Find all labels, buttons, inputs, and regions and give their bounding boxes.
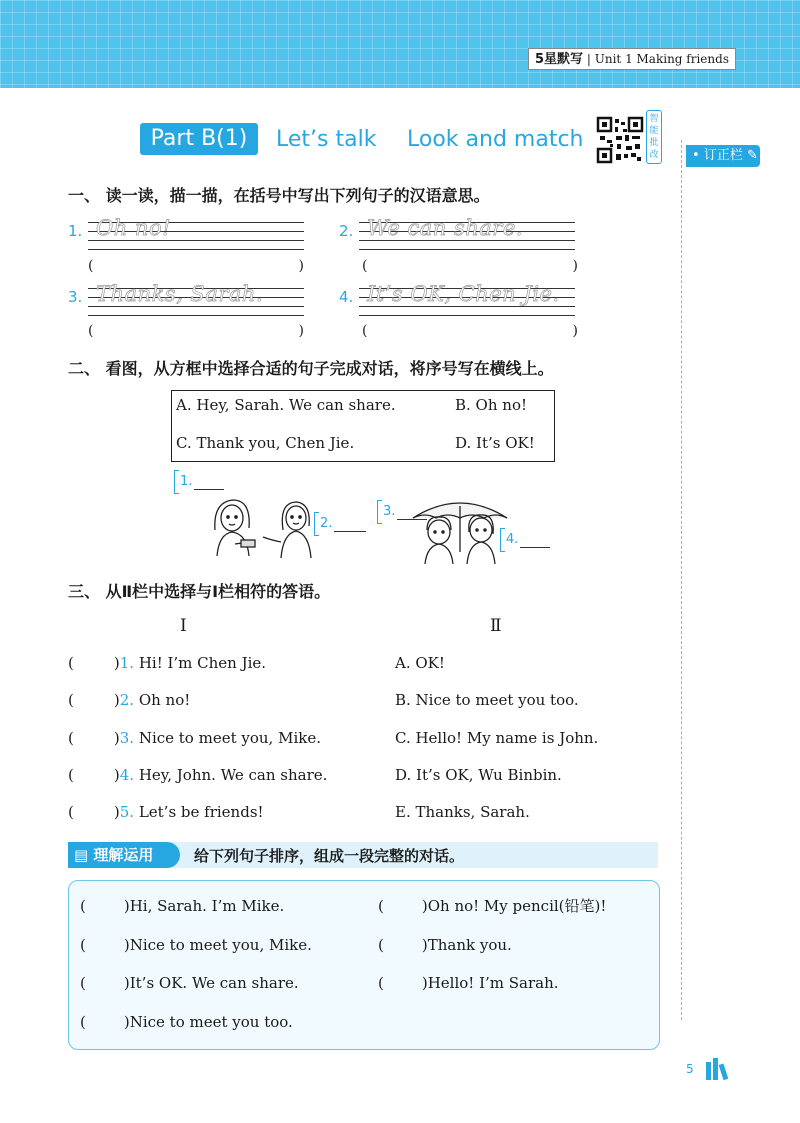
section3-heading: 三、 从Ⅱ栏中选择与Ⅰ栏相符的答语。 xyxy=(68,582,331,601)
option-b: B. Oh no! xyxy=(455,396,528,414)
paren-open: ( xyxy=(362,258,368,274)
column-ii-header: Ⅱ xyxy=(490,616,502,635)
tracing-lines xyxy=(359,216,575,250)
paren-close: ) xyxy=(113,766,120,784)
qr-code-icon[interactable] xyxy=(596,116,644,164)
paren-close: ) xyxy=(113,691,120,709)
dialogue-line: Hi, Sarah. I’m Mike. xyxy=(129,897,285,915)
paren-close: ) xyxy=(113,729,120,747)
match-row xyxy=(68,728,321,748)
row-number: 5. xyxy=(119,803,135,821)
pencil-icon: ✎ xyxy=(746,148,758,163)
application-badge xyxy=(68,842,180,868)
row-number: 4. xyxy=(119,766,135,784)
row-number: 1. xyxy=(119,654,135,672)
question-text: Hi! I’m Chen Jie. xyxy=(138,654,267,672)
tracing-text: Thanks, Sarah. xyxy=(96,282,264,306)
answer-option: E. Thanks, Sarah. xyxy=(395,803,530,821)
option-a: A. Hey, Sarah. We can share. xyxy=(176,396,396,414)
blank-number: 2. xyxy=(320,516,333,531)
ordering-item xyxy=(378,935,512,955)
paren-open[interactable]: ( xyxy=(80,936,86,954)
paren-close: ) xyxy=(298,258,304,274)
tracing-lines xyxy=(88,282,304,316)
paren-open[interactable]: ( xyxy=(378,936,384,954)
paren-open: ( xyxy=(88,258,94,274)
dialogue-blank-4[interactable] xyxy=(500,528,552,550)
ordering-item xyxy=(378,896,606,916)
question-text: Hey, John. We can share. xyxy=(138,766,328,784)
paren-close: ) xyxy=(572,258,578,274)
dialogue-line: It’s OK. We can share. xyxy=(129,974,299,992)
answer-parentheses[interactable] xyxy=(362,322,578,340)
unit-label: Unit 1 Making friends xyxy=(594,52,729,66)
item-number: 4. xyxy=(339,288,354,306)
correction-tab xyxy=(686,145,760,167)
answer-parentheses[interactable] xyxy=(362,257,578,275)
application-badge-label: 理解运用 xyxy=(93,846,154,864)
item-number: 1. xyxy=(68,222,83,240)
header-separator: | xyxy=(586,52,591,66)
paren-open[interactable]: ( xyxy=(68,654,74,672)
question-text: Let’s be friends! xyxy=(138,803,264,821)
tracing-text: It’s OK, Chen Jie. xyxy=(367,282,560,306)
option-c: C. Thank you, Chen Jie. xyxy=(176,434,355,452)
paren-open[interactable]: ( xyxy=(378,974,384,992)
paren-open: ( xyxy=(88,323,94,339)
row-number: 3. xyxy=(119,729,135,747)
question-text: Oh no! xyxy=(138,691,191,709)
dialogue-line: Nice to meet you, Mike. xyxy=(129,936,312,954)
paren-close: ) xyxy=(123,974,130,992)
ordering-item xyxy=(378,973,559,993)
match-row xyxy=(68,802,264,822)
answer-option: C. Hello! My name is John. xyxy=(395,729,599,747)
correction-label: 订正栏 xyxy=(703,148,743,163)
paren-close: ) xyxy=(421,936,428,954)
dialogue-blank-1[interactable] xyxy=(174,470,226,492)
blank-number: 1. xyxy=(180,474,193,489)
paren-close: ) xyxy=(123,1013,130,1031)
match-row xyxy=(68,653,266,673)
ordering-item xyxy=(80,896,284,916)
paren-open[interactable]: ( xyxy=(80,897,86,915)
blank-number: 4. xyxy=(506,532,519,547)
answer-option: D. It’s OK, Wu Binbin. xyxy=(395,766,562,784)
paren-close: ) xyxy=(421,974,428,992)
dialogue-line: Oh no! My pencil(铅笔)! xyxy=(427,897,607,915)
paren-open[interactable]: ( xyxy=(378,897,384,915)
question-text: Nice to meet you, Mike. xyxy=(138,729,321,747)
match-row xyxy=(68,765,327,785)
part-badge: Part B(1) xyxy=(140,123,258,155)
paren-close: ) xyxy=(123,936,130,954)
ordering-item xyxy=(80,1012,293,1032)
books-icon xyxy=(704,1058,738,1080)
item-number: 3. xyxy=(68,288,83,306)
top-banner xyxy=(0,0,800,88)
dot-icon: • xyxy=(692,148,700,163)
dialogue-line: Thank you. xyxy=(427,936,512,954)
section2-heading: 二、 看图，从方框中选择合适的句子完成对话，将序号写在横线上。 xyxy=(68,359,554,378)
lets-talk-title: Let’s talk xyxy=(276,127,377,152)
paren-open: ( xyxy=(362,323,368,339)
dialogue-blank-3[interactable] xyxy=(377,500,429,522)
column-i-header: Ⅰ xyxy=(180,616,187,635)
ordering-item xyxy=(80,973,299,993)
row-number: 2. xyxy=(119,691,135,709)
answer-option: B. Nice to meet you too. xyxy=(395,691,579,709)
tracing-lines xyxy=(88,216,304,250)
paren-open[interactable]: ( xyxy=(68,729,74,747)
paren-open[interactable]: ( xyxy=(68,766,74,784)
paren-close: ) xyxy=(298,323,304,339)
blank-number: 3. xyxy=(383,504,396,519)
option-d: D. It’s OK! xyxy=(455,434,535,452)
paren-open[interactable]: ( xyxy=(68,691,74,709)
paren-close: ) xyxy=(572,323,578,339)
answer-parentheses[interactable] xyxy=(88,257,304,275)
brand-label: 5星默写 xyxy=(535,52,584,67)
smart-grading-label: 智能批改 xyxy=(646,110,662,164)
paren-open[interactable]: ( xyxy=(68,803,74,821)
application-instruction: 给下列句子排序，组成一段完整的对话。 xyxy=(194,847,465,865)
correction-divider xyxy=(681,140,682,1020)
ordering-item xyxy=(80,935,312,955)
paren-close: ) xyxy=(421,897,428,915)
page-number xyxy=(686,1062,694,1076)
paren-close: ) xyxy=(123,897,130,915)
look-and-match-title: Look and match xyxy=(407,127,584,152)
dialogue-blank-2[interactable] xyxy=(314,512,368,534)
item-number: 2. xyxy=(339,222,354,240)
tracing-lines xyxy=(359,282,575,316)
dialogue-line: Nice to meet you too. xyxy=(129,1013,293,1031)
dialogue-line: Hello! I’m Sarah. xyxy=(427,974,559,992)
section1-heading: 一、 读一读，描一描，在括号中写出下列句子的汉语意思。 xyxy=(68,186,490,205)
paren-open[interactable]: ( xyxy=(80,974,86,992)
match-row xyxy=(68,690,190,710)
header-tag xyxy=(528,48,736,70)
answer-parentheses[interactable] xyxy=(88,322,304,340)
tracing-text: We can share. xyxy=(367,216,523,240)
paren-close: ) xyxy=(113,654,120,672)
document-icon: ▤ xyxy=(74,846,89,864)
paren-open[interactable]: ( xyxy=(80,1013,86,1031)
tracing-text: Oh no! xyxy=(96,216,172,240)
answer-option: A. OK! xyxy=(395,654,445,672)
page-number-text: 5 xyxy=(686,1062,694,1076)
paren-close: ) xyxy=(113,803,120,821)
